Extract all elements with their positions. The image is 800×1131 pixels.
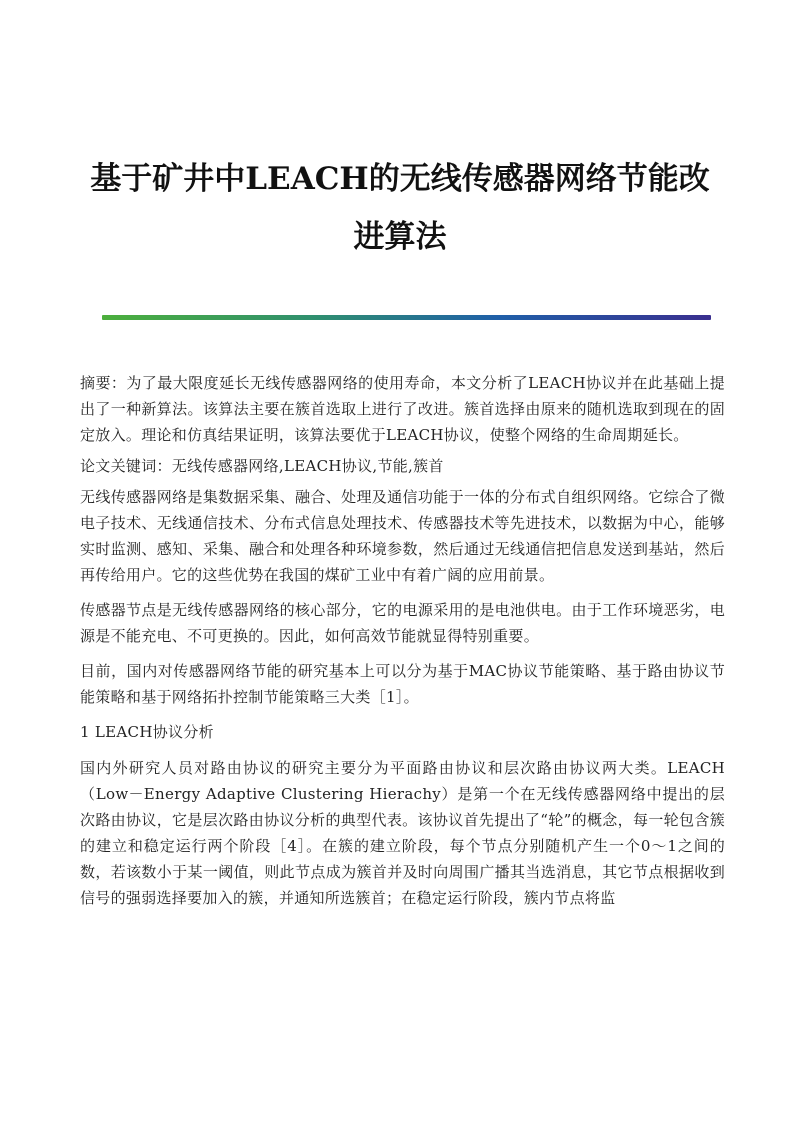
keywords-line: 论文关键词：无线传感器网络,LEACH协议,节能,簇首: [80, 457, 444, 475]
title-line-1: 基于矿井中LEACH的无线传感器网络节能改: [90, 161, 710, 197]
section-1-paragraph: 国内外研究人员对路由协议的研究主要分为平面路由协议和层次路由协议两大类。LEACH（Low－Energy Adaptive Clustering Hierachy）是第一个在无线传感器网络中提出的层次路由协议，它是层次路由协议分析的典型代表。该协议首先提出了“轮”的概念，每一轮包含簇的建立和稳定运行两个阶段［4］。在簇的建立阶段，每个节点分别随机产生一个0～1之间的数，若该数小于某一阈值，则此节点成为簇首并及时向周围广播其当选消息，其它节点根据收到信号的强弱选择要加入的簇，并通知所选簇首；在稳定运行阶段，簇内节点将监: [80, 759, 725, 907]
abstract-paragraph: 摘要：为了最大限度延长无线传感器网络的使用寿命，本文分析了LEACH协议并在此基础上提出了一种新算法。该算法主要在簇首选取上进行了改进。簇首选择由原来的随机选取到现在的固定放入。理论和仿真结果证明，该算法要优于LEACH协议，使整个网络的生命周期延长。: [80, 374, 725, 444]
section-1-heading: 1 LEACH协议分析: [80, 723, 214, 741]
body-paragraph-1: 无线传感器网络是集数据采集、融合、处理及通信功能于一体的分布式自组织网络。它综合了微电子技术、无线通信技术、分布式信息处理技术、传感器技术等先进技术，以数据为中心，能够实时监测、感知、采集、融合和处理各种环境参数，然后通过无线通信把信息发送到基站，然后再传给用户。它的这些优势在我国的煤矿工业中有着广阔的应用前景。: [80, 488, 725, 584]
page-title: [80, 150, 720, 266]
document-body: [80, 370, 725, 920]
body-paragraph-2: 传感器节点是无线传感器网络的核心部分，它的电源采用的是电池供电。由于工作环境恶劣，电源是不能充电、不可更换的。因此，如何高效节能就显得特别重要。: [80, 601, 725, 645]
title-line-2: 进算法: [353, 219, 447, 255]
title-divider: [102, 315, 711, 320]
body-paragraph-3: 目前，国内对传感器网络节能的研究基本上可以分为基于MAC协议节能策略、基于路由协议节能策略和基于网络拓扑控制节能策略三大类［1］。: [80, 662, 725, 706]
